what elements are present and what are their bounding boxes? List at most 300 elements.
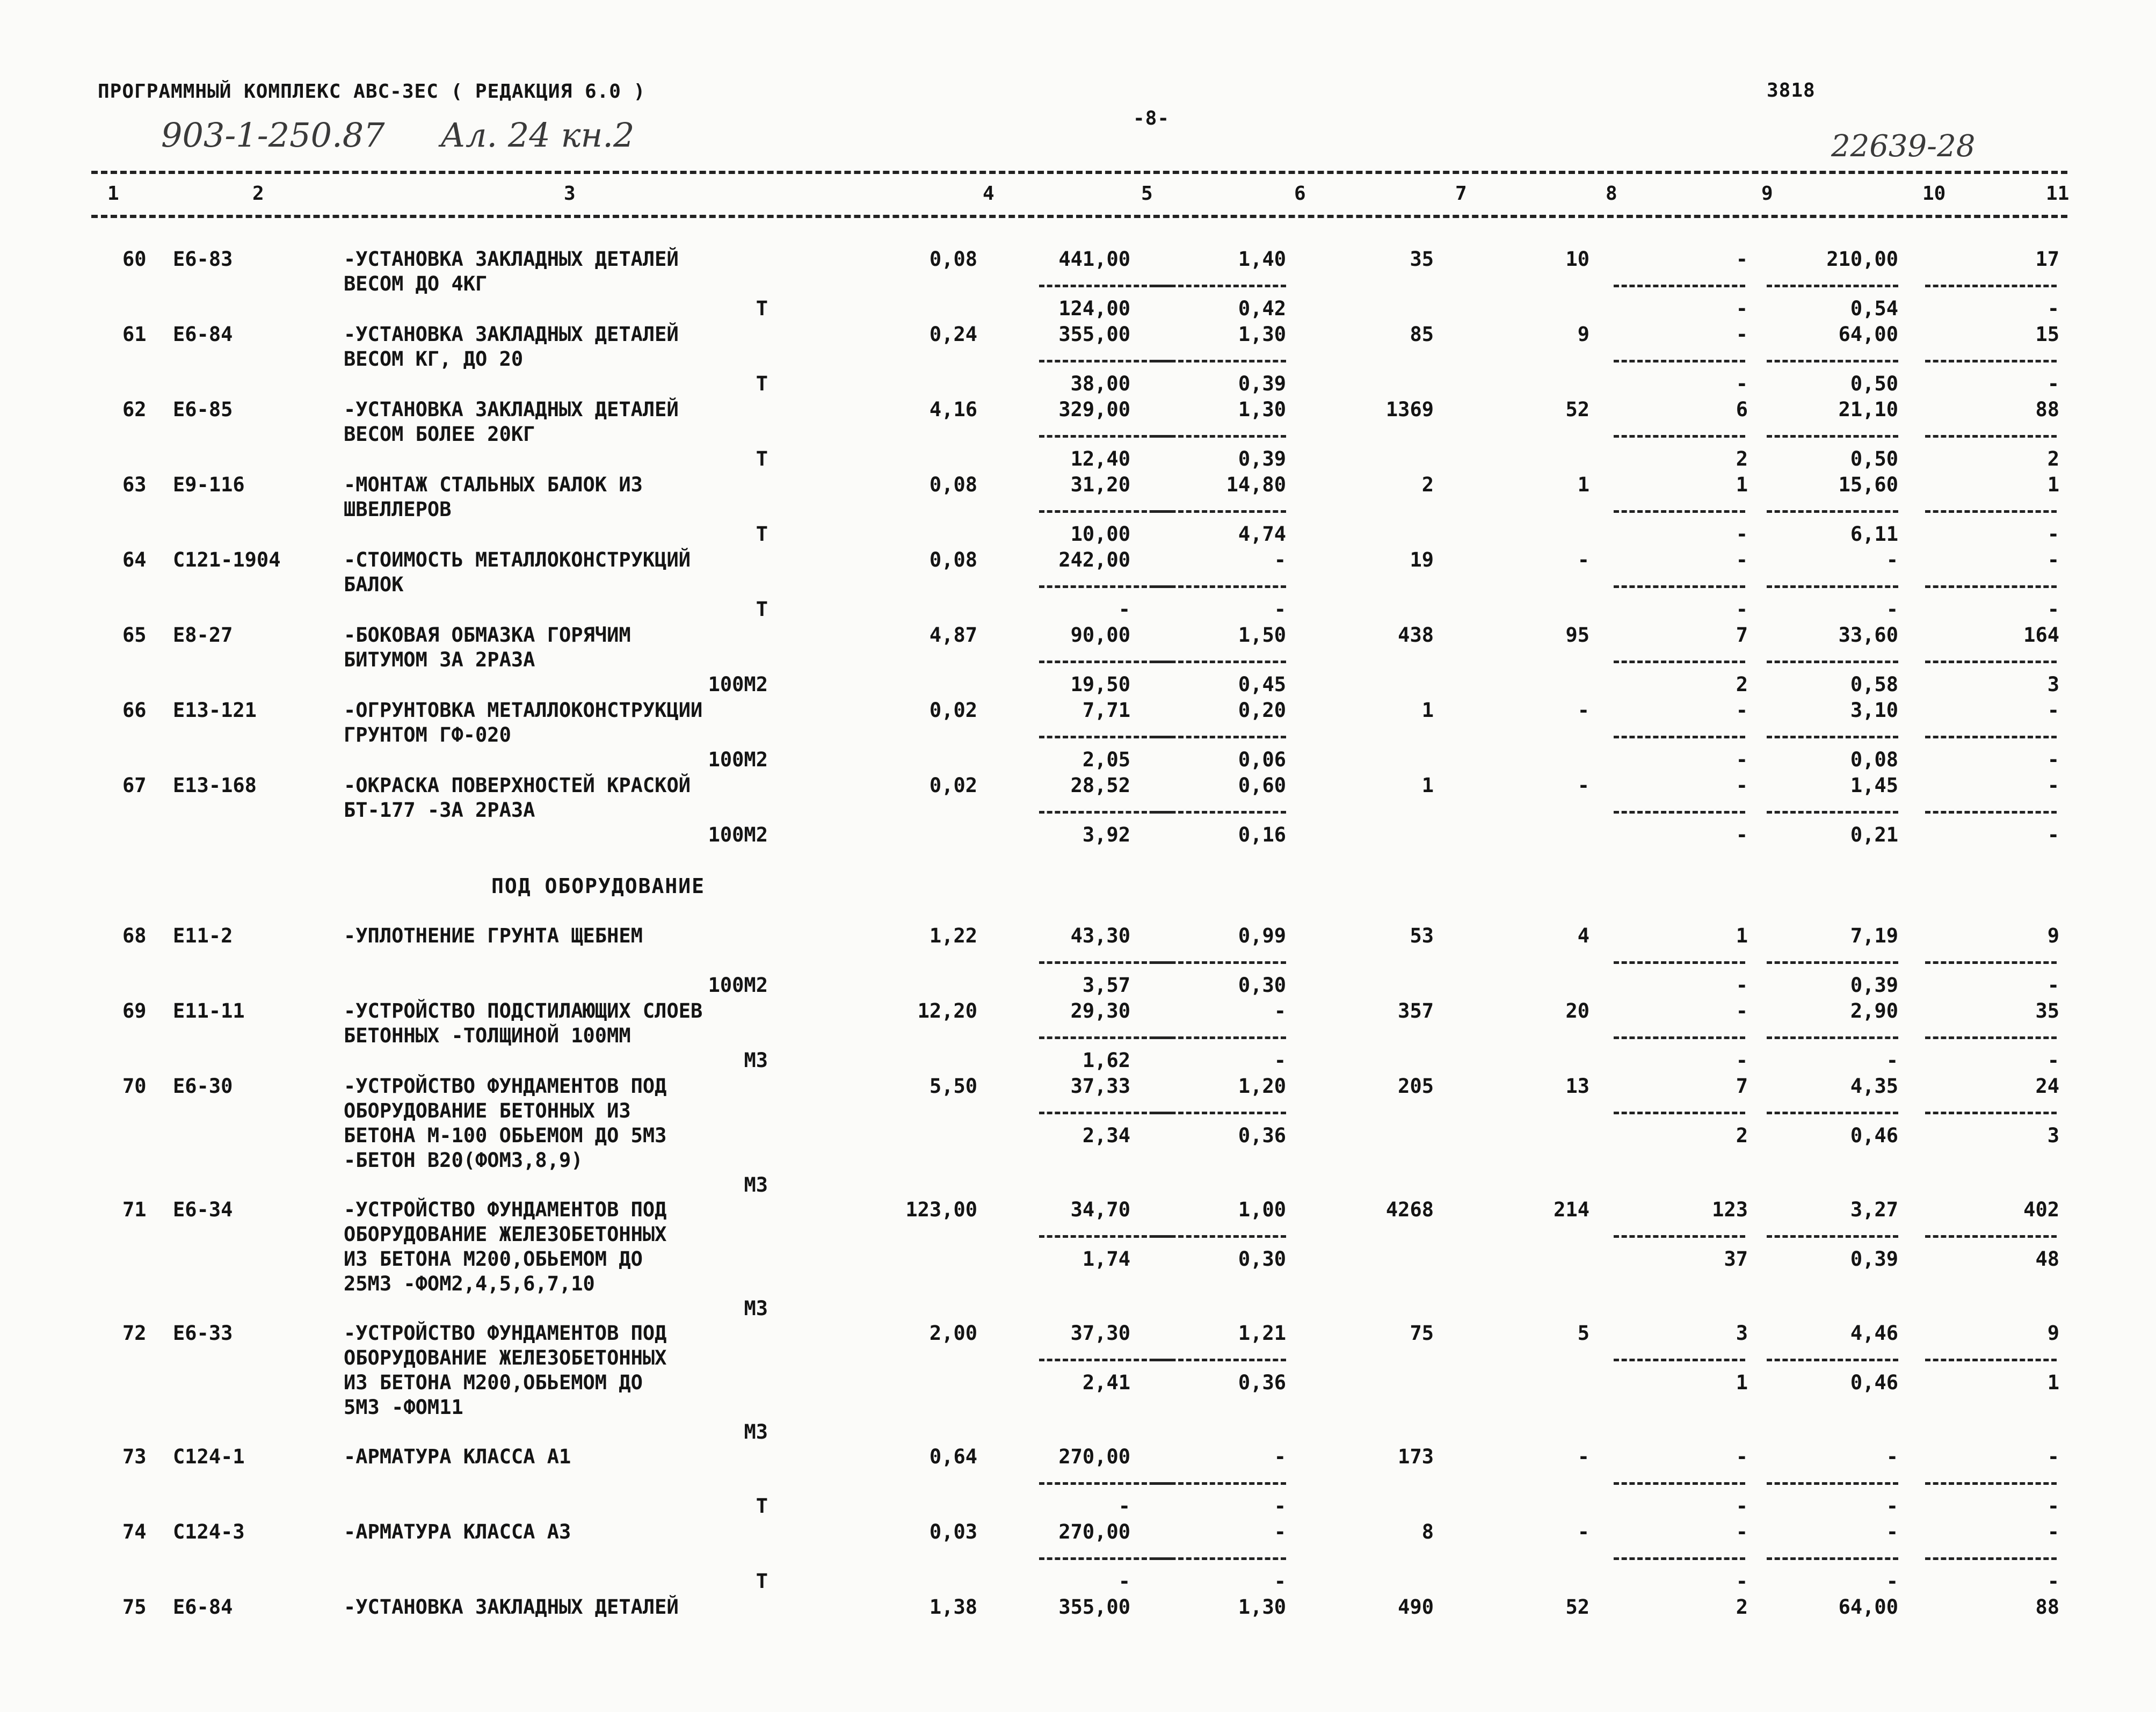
labor-per-unit: 4,35 [1850, 1075, 1898, 1098]
cost-per-unit-wages: 3,92 [1082, 823, 1130, 846]
machine-cost-wages: 0,06 [1238, 748, 1286, 771]
cell-separator [1039, 661, 1171, 663]
cell-separator [1039, 1036, 1171, 1039]
cost-per-unit: 355,00 [1058, 1595, 1130, 1619]
cell-separator [1925, 585, 2057, 588]
labor-total: - [2047, 774, 2059, 797]
total-cost: 357 [1398, 999, 1434, 1022]
machine-cost-wages: 0,30 [1238, 1247, 1286, 1271]
labor-per-unit: 7,19 [1850, 924, 1898, 947]
cell-separator [1039, 736, 1171, 738]
work-description: -УСТРОЙСТВО ПОДСТИЛАЮЩИХ СЛОЕВ [344, 999, 703, 1022]
labor-total: 24 [2035, 1075, 2059, 1098]
total-machine-wages: - [1736, 823, 1748, 846]
cost-per-unit: 441,00 [1058, 248, 1130, 271]
cell-separator [1039, 1235, 1171, 1238]
total-cost: 85 [1410, 323, 1434, 346]
quantity: 12,20 [917, 999, 977, 1022]
work-description: -УСТРОЙСТВО ФУНДАМЕНТОВ ПОД [344, 1198, 667, 1221]
cell-separator [1925, 510, 2057, 513]
cost-per-unit-wages: 3,57 [1082, 974, 1130, 997]
column-number-3: 3 [564, 183, 576, 205]
machine-cost: 0,60 [1238, 774, 1286, 797]
cell-separator [1614, 1359, 1745, 1361]
cost-per-unit: 34,70 [1070, 1198, 1130, 1221]
cell-separator [1155, 1112, 1286, 1114]
quantity: 0,64 [929, 1445, 977, 1468]
labor-per-unit-machine: - [1886, 1495, 1898, 1518]
total-wages: - [1577, 1520, 1589, 1543]
total-machine-cost: 1 [1736, 924, 1748, 947]
machine-cost: 0,99 [1238, 924, 1286, 947]
cell-separator [1925, 1112, 2057, 1114]
total-wages: 52 [1565, 398, 1589, 421]
rate-code: Е6-34 [173, 1198, 233, 1221]
row-number: 74 [122, 1520, 147, 1543]
column-number-6: 6 [1294, 183, 1306, 205]
labor-total: 164 [2023, 623, 2059, 647]
section-title: ПОД ОБОРУДОВАНИЕ [491, 874, 706, 898]
total-cost: 490 [1398, 1595, 1434, 1619]
quantity: 0,08 [929, 548, 977, 571]
machine-cost-wages: - [1274, 1049, 1286, 1072]
total-machine-cost: - [1736, 699, 1748, 722]
machine-cost-wages: 0,30 [1238, 974, 1286, 997]
measure-unit: Т [756, 297, 768, 320]
column-number-7: 7 [1455, 183, 1467, 205]
rate-code: Е6-84 [173, 1595, 233, 1619]
labor-total-machine: 2 [2047, 447, 2059, 470]
cell-separator [1767, 1359, 1898, 1361]
cost-per-unit-wages: 2,41 [1082, 1371, 1130, 1394]
cell-separator [1614, 736, 1745, 738]
total-cost: 173 [1398, 1445, 1434, 1468]
total-machine-wages: - [1736, 372, 1748, 395]
labor-total-machine: 3 [2047, 673, 2059, 696]
machine-cost: - [1274, 1520, 1286, 1543]
row-number: 71 [122, 1198, 147, 1221]
total-machine-cost: 7 [1736, 623, 1748, 647]
row-number: 63 [122, 473, 147, 496]
labor-per-unit-machine: - [1886, 598, 1898, 621]
total-wages: - [1577, 548, 1589, 571]
machine-cost: - [1274, 1445, 1286, 1468]
cost-per-unit: 270,00 [1058, 1445, 1130, 1468]
labor-total-machine: 3 [2047, 1124, 2059, 1147]
work-description: ИЗ БЕТОНА М200,ОБЬЕМОМ ДО [344, 1247, 643, 1271]
cost-per-unit-wages: - [1118, 1570, 1130, 1593]
cost-per-unit: 28,52 [1070, 774, 1130, 797]
quantity: 2,00 [929, 1322, 977, 1345]
cell-separator [1039, 961, 1171, 964]
measure-unit: Т [756, 1495, 768, 1518]
work-description: -УСТАНОВКА ЗАКЛАДНЫХ ДЕТАЛЕЙ [344, 323, 679, 346]
total-wages: 214 [1554, 1198, 1589, 1221]
row-number: 62 [122, 398, 147, 421]
cell-separator [1925, 1359, 2057, 1361]
machine-cost: 1,50 [1238, 623, 1286, 647]
cell-separator [1039, 1112, 1171, 1114]
row-number: 69 [122, 999, 147, 1022]
labor-total-machine: - [2047, 1570, 2059, 1593]
machine-cost-wages: 0,16 [1238, 823, 1286, 846]
measure-unit: М3 [744, 1420, 768, 1443]
cost-per-unit: 355,00 [1058, 323, 1130, 346]
work-description: БАЛОК [344, 573, 404, 596]
cell-separator [1614, 961, 1745, 964]
work-description: -БОКОВАЯ ОБМАЗКА ГОРЯЧИМ [344, 623, 631, 647]
machine-cost-wages: - [1274, 1570, 1286, 1593]
labor-per-unit-machine: - [1886, 1570, 1898, 1593]
work-description: ОБОРУДОВАНИЕ ЖЕЛЕЗОБЕТОННЫХ [344, 1223, 667, 1246]
handwritten-album-number: Ал. 24 кн.2 [440, 115, 635, 155]
total-wages: 20 [1565, 999, 1589, 1022]
labor-total: - [2047, 1445, 2059, 1468]
work-description: 5М3 -ФОМ11 [344, 1396, 463, 1419]
rate-code: Е13-121 [173, 699, 257, 722]
cell-separator [1614, 1235, 1745, 1238]
document-code: 3818 [1767, 79, 1816, 101]
cost-per-unit-wages: 124,00 [1058, 297, 1130, 320]
total-cost: 8 [1421, 1520, 1434, 1543]
cell-separator [1925, 811, 2057, 814]
cell-separator [1039, 585, 1171, 588]
cell-separator [1155, 736, 1286, 738]
total-cost: 1369 [1385, 398, 1434, 421]
cost-per-unit-wages: - [1118, 1495, 1130, 1518]
cell-separator [1155, 510, 1286, 513]
measure-unit: 100М2 [708, 748, 768, 771]
labor-per-unit-machine: 0,39 [1850, 974, 1898, 997]
cost-per-unit-wages: 10,00 [1070, 523, 1130, 546]
total-machine-cost: - [1736, 323, 1748, 346]
rate-code: Е6-84 [173, 323, 233, 346]
total-machine-cost: - [1736, 548, 1748, 571]
cell-separator [1039, 1482, 1171, 1485]
cell-separator [1767, 1112, 1898, 1114]
labor-total-machine: - [2047, 1495, 2059, 1518]
machine-cost: 1,00 [1238, 1198, 1286, 1221]
cost-per-unit-wages: 1,74 [1082, 1247, 1130, 1271]
measure-unit: М3 [744, 1049, 768, 1072]
machine-cost: 0,20 [1238, 699, 1286, 722]
machine-cost: 1,30 [1238, 398, 1286, 421]
total-cost: 1 [1421, 699, 1434, 722]
work-description: -УСТРОЙСТВО ФУНДАМЕНТОВ ПОД [344, 1322, 667, 1345]
labor-per-unit: 3,10 [1850, 699, 1898, 722]
quantity: 1,22 [929, 924, 977, 947]
row-number: 65 [122, 623, 147, 647]
quantity: 4,16 [929, 398, 977, 421]
machine-cost: 1,30 [1238, 323, 1286, 346]
labor-per-unit-machine: 0,50 [1850, 447, 1898, 470]
column-number-2: 2 [252, 183, 264, 205]
total-wages: - [1577, 1445, 1589, 1468]
machine-cost: 1,20 [1238, 1075, 1286, 1098]
cell-separator [1614, 285, 1745, 287]
labor-total: 9 [2047, 1322, 2059, 1345]
total-cost: 205 [1398, 1075, 1434, 1098]
column-number-4: 4 [983, 183, 994, 205]
cell-separator [1925, 1482, 2057, 1485]
column-number-9: 9 [1761, 183, 1773, 205]
labor-total: - [2047, 1520, 2059, 1543]
measure-unit: 100М2 [708, 673, 768, 696]
cell-separator [1925, 285, 2057, 287]
cell-separator [1925, 661, 2057, 663]
row-number: 61 [122, 323, 147, 346]
total-cost: 2 [1421, 473, 1434, 496]
total-machine-wages: - [1736, 748, 1748, 771]
work-description: ВЕСОМ БОЛЕЕ 20КГ [344, 423, 535, 446]
cell-separator [1155, 961, 1286, 964]
labor-per-unit-machine: 0,46 [1850, 1124, 1898, 1147]
labor-total: 88 [2035, 398, 2059, 421]
page-number: -8- [1133, 107, 1170, 129]
cost-per-unit: 242,00 [1058, 548, 1130, 571]
row-number: 64 [122, 548, 147, 571]
cell-separator [1039, 1359, 1171, 1361]
rate-code: С124-1 [173, 1445, 245, 1468]
cell-separator [1155, 1557, 1286, 1560]
work-description: -АРМАТУРА КЛАССА А3 [344, 1520, 571, 1543]
cell-separator [1155, 1235, 1286, 1238]
machine-cost: 1,21 [1238, 1322, 1286, 1345]
quantity: 0,02 [929, 774, 977, 797]
work-description: -УСТРОЙСТВО ФУНДАМЕНТОВ ПОД [344, 1075, 667, 1098]
labor-per-unit: - [1886, 548, 1898, 571]
cell-separator [1155, 285, 1286, 287]
cell-separator [1614, 435, 1745, 438]
quantity: 0,08 [929, 248, 977, 271]
cell-separator [1925, 1557, 2057, 1560]
row-number: 67 [122, 774, 147, 797]
rate-code: Е6-83 [173, 248, 233, 271]
labor-per-unit: 4,46 [1850, 1322, 1898, 1345]
cell-separator [1614, 811, 1745, 814]
total-wages: 52 [1565, 1595, 1589, 1619]
rate-code: Е11-11 [173, 999, 245, 1022]
labor-per-unit: 2,90 [1850, 999, 1898, 1022]
quantity: 0,03 [929, 1520, 977, 1543]
row-number: 72 [122, 1322, 147, 1345]
cell-separator [1767, 811, 1898, 814]
work-description: -ОГРУНТОВКА МЕТАЛЛОКОНСТРУКЦИИ [344, 699, 703, 722]
work-description: БИТУМОМ ЗА 2РАЗА [344, 648, 535, 671]
work-description: 25М3 -ФОМ2,4,5,6,7,10 [344, 1272, 595, 1295]
labor-total: 9 [2047, 924, 2059, 947]
total-machine-cost: 7 [1736, 1075, 1748, 1098]
total-wages: 95 [1565, 623, 1589, 647]
total-cost: 1 [1421, 774, 1434, 797]
labor-per-unit: 15,60 [1838, 473, 1898, 496]
column-number-11: 11 [2046, 183, 2070, 205]
work-description: -АРМАТУРА КЛАССА А1 [344, 1445, 571, 1468]
cell-separator [1155, 661, 1286, 663]
work-description: ОБОРУДОВАНИЕ ЖЕЛЕЗОБЕТОННЫХ [344, 1346, 667, 1369]
total-wages: - [1577, 699, 1589, 722]
labor-per-unit: 3,27 [1850, 1198, 1898, 1221]
cost-per-unit: 270,00 [1058, 1520, 1130, 1543]
total-machine-cost: 123 [1712, 1198, 1748, 1221]
quantity: 0,24 [929, 323, 977, 346]
cost-per-unit-wages: - [1118, 598, 1130, 621]
measure-unit: Т [756, 447, 768, 470]
cost-per-unit: 90,00 [1070, 623, 1130, 647]
cell-separator [1155, 811, 1286, 814]
labor-per-unit: 33,60 [1838, 623, 1898, 647]
cell-separator [1614, 1112, 1745, 1114]
cell-separator [1925, 360, 2057, 362]
handwritten-project-number: 903-1-250.87 [161, 115, 385, 155]
cell-separator [1925, 435, 2057, 438]
measure-unit: М3 [744, 1173, 768, 1196]
quantity: 4,87 [929, 623, 977, 647]
cell-separator [1039, 360, 1171, 362]
cost-per-unit: 37,33 [1070, 1075, 1130, 1098]
machine-cost: - [1274, 999, 1286, 1022]
rate-code: Е9-116 [173, 473, 245, 496]
rate-code: Е11-2 [173, 924, 233, 947]
cell-separator [1039, 811, 1171, 814]
work-description: ВЕСОМ ДО 4КГ [344, 272, 488, 295]
labor-per-unit: 21,10 [1838, 398, 1898, 421]
labor-total-machine: 1 [2047, 1371, 2059, 1394]
cell-separator [1925, 961, 2057, 964]
labor-per-unit-machine: 6,11 [1850, 523, 1898, 546]
total-machine-wages: - [1736, 297, 1748, 320]
work-description: -МОНТАЖ СТАЛЬНЫХ БАЛОК ИЗ [344, 473, 643, 496]
measure-unit: М3 [744, 1297, 768, 1320]
cost-per-unit-wages: 19,50 [1070, 673, 1130, 696]
labor-per-unit-machine: 0,46 [1850, 1371, 1898, 1394]
total-wages: 4 [1577, 924, 1589, 947]
cell-separator [1155, 1359, 1286, 1361]
cost-per-unit: 7,71 [1082, 699, 1130, 722]
machine-cost-wages: 0,36 [1238, 1124, 1286, 1147]
cell-separator [1767, 1482, 1898, 1485]
cell-separator [1767, 1557, 1898, 1560]
total-machine-wages: 1 [1736, 1371, 1748, 1394]
machine-cost-wages: 0,42 [1238, 297, 1286, 320]
cell-separator [1614, 510, 1745, 513]
labor-per-unit-machine: 0,08 [1850, 748, 1898, 771]
labor-total: 88 [2035, 1595, 2059, 1619]
handwritten-sheet-number: 22639-28 [1831, 129, 1976, 164]
cost-per-unit-wages: 1,62 [1082, 1049, 1130, 1072]
measure-unit: Т [756, 372, 768, 395]
labor-per-unit: 210,00 [1826, 248, 1898, 271]
row-number: 75 [122, 1595, 147, 1619]
cell-separator [1767, 435, 1898, 438]
total-machine-cost: - [1736, 999, 1748, 1022]
labor-total-machine: - [2047, 823, 2059, 846]
labor-total: 15 [2035, 323, 2059, 346]
measure-unit: Т [756, 598, 768, 621]
total-machine-cost: - [1736, 248, 1748, 271]
total-wages: 13 [1565, 1075, 1589, 1098]
labor-per-unit: 64,00 [1838, 323, 1898, 346]
cell-separator [1614, 661, 1745, 663]
total-machine-wages: - [1736, 1570, 1748, 1593]
total-machine-cost: 3 [1736, 1322, 1748, 1345]
rate-code: Е13-168 [173, 774, 257, 797]
total-machine-wages: - [1736, 1049, 1748, 1072]
labor-per-unit-machine: 0,58 [1850, 673, 1898, 696]
cell-separator [1767, 961, 1898, 964]
row-number: 70 [122, 1075, 147, 1098]
cell-separator [1614, 1557, 1745, 1560]
column-number-8: 8 [1606, 183, 1617, 205]
rate-code: Е6-85 [173, 398, 233, 421]
column-number-10: 10 [1922, 183, 1946, 205]
work-description: ВЕСОМ КГ, ДО 20 [344, 347, 524, 371]
quantity: 1,38 [929, 1595, 977, 1619]
labor-per-unit: 64,00 [1838, 1595, 1898, 1619]
total-machine-wages: - [1736, 974, 1748, 997]
cost-per-unit: 43,30 [1070, 924, 1130, 947]
total-machine-wages: 2 [1736, 1124, 1748, 1147]
cost-per-unit-wages: 2,05 [1082, 748, 1130, 771]
labor-total: 1 [2047, 473, 2059, 496]
work-description: ОБОРУДОВАНИЕ БЕТОННЫХ ИЗ [344, 1099, 631, 1122]
cell-separator [1614, 1036, 1745, 1039]
cell-separator [1767, 1036, 1898, 1039]
total-machine-cost: 1 [1736, 473, 1748, 496]
quantity: 0,02 [929, 699, 977, 722]
cell-separator [1155, 435, 1286, 438]
rate-code: Е6-33 [173, 1322, 233, 1345]
machine-cost-wages: - [1274, 598, 1286, 621]
total-machine-wages: - [1736, 523, 1748, 546]
row-number: 60 [122, 248, 147, 271]
labor-per-unit: - [1886, 1445, 1898, 1468]
work-description: БТ-177 -ЗА 2РАЗА [344, 799, 535, 822]
machine-cost: 14,80 [1226, 473, 1286, 496]
cell-separator [1155, 585, 1286, 588]
labor-total: - [2047, 699, 2059, 722]
machine-cost-wages: 4,74 [1238, 523, 1286, 546]
cost-per-unit: 29,30 [1070, 999, 1130, 1022]
total-cost: 75 [1410, 1322, 1434, 1345]
total-machine-wages: 2 [1736, 447, 1748, 470]
labor-total-machine: - [2047, 523, 2059, 546]
rate-code: С124-3 [173, 1520, 245, 1543]
labor-total-machine: 48 [2035, 1247, 2059, 1271]
total-machine-cost: - [1736, 1520, 1748, 1543]
total-wages: - [1577, 774, 1589, 797]
labor-per-unit-machine: 0,21 [1850, 823, 1898, 846]
column-number-1: 1 [107, 183, 119, 205]
work-description: БЕТОНА М-100 ОБЬЕМОМ ДО 5М3 [344, 1124, 667, 1147]
labor-per-unit: - [1886, 1520, 1898, 1543]
row-number: 73 [122, 1445, 147, 1468]
total-cost: 19 [1410, 548, 1434, 571]
labor-total-machine: - [2047, 372, 2059, 395]
cost-per-unit: 329,00 [1058, 398, 1130, 421]
measure-unit: Т [756, 1570, 768, 1593]
total-cost: 53 [1410, 924, 1434, 947]
cell-separator [1155, 360, 1286, 362]
total-machine-wages: - [1736, 1495, 1748, 1518]
cell-separator [1614, 360, 1745, 362]
cell-separator [1039, 435, 1171, 438]
work-description: ШВЕЛЛЕРОВ [344, 498, 452, 521]
cell-separator [1767, 285, 1898, 287]
machine-cost-wages: 0,36 [1238, 1371, 1286, 1394]
total-cost: 438 [1398, 623, 1434, 647]
machine-cost: - [1274, 548, 1286, 571]
